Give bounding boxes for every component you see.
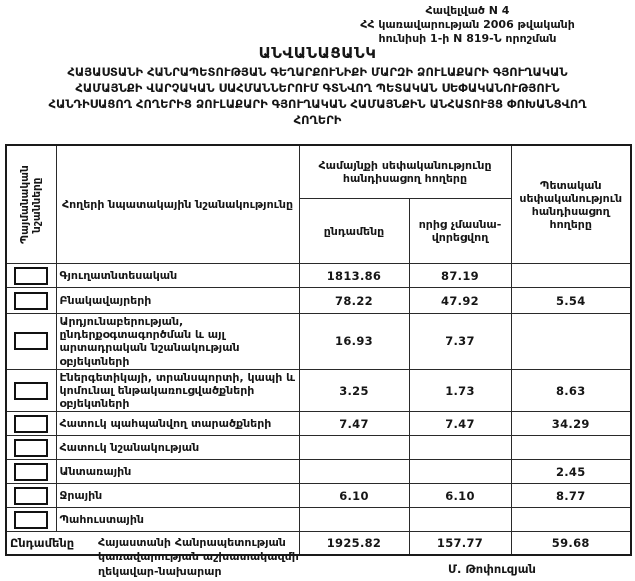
- column-header-state: Պետական սեփականություն հանդիսացող հողերը: [511, 145, 631, 264]
- row-label: Էներգետիկայի, տրանսպորտի, կապի և կոմունալ ենթակառուցվածքների օբյեկտների: [56, 369, 299, 412]
- row-state: 34.29: [511, 412, 631, 436]
- row-total: [299, 436, 409, 460]
- row-total: 1813.86: [299, 264, 409, 288]
- row-non-privatized: 7.37: [409, 314, 511, 370]
- signatory-title-block: [98, 536, 299, 579]
- table-row: [6, 412, 631, 436]
- row-state: 8.77: [511, 484, 631, 508]
- legend-box-icon: [14, 292, 48, 310]
- row-total: 3.25: [299, 369, 409, 412]
- legend-box-icon: [14, 487, 48, 505]
- legend-symbol-cell: [6, 412, 56, 436]
- legend-box-icon: [14, 511, 48, 529]
- row-non-privatized: 7.47: [409, 412, 511, 436]
- legend-symbol-cell: [6, 369, 56, 412]
- row-non-privatized: 6.10: [409, 484, 511, 508]
- legend-box-icon: [14, 439, 48, 457]
- legend-box-icon: [14, 332, 48, 350]
- row-non-privatized: 47.92: [409, 288, 511, 314]
- total-row-state: 59.68: [511, 532, 631, 555]
- legend-box-icon: [14, 415, 48, 433]
- table-row: [6, 264, 631, 288]
- row-non-privatized: 1.73: [409, 369, 511, 412]
- appendix-line: ՀՀ կառավարության 2006 թվականի: [360, 17, 575, 31]
- column-header-non-privatized: որից չմասնա-վորեցվող: [409, 199, 511, 264]
- title-heading: ԱՆՎԱՆԱՑԱՆԿ: [258, 44, 377, 62]
- row-non-privatized: [409, 460, 511, 484]
- legend-symbol-cell: [6, 484, 56, 508]
- appendix-reference: [305, 4, 630, 45]
- title-line: ՀԱՄԱՅՆՔԻ ՎԱՐՉԱԿԱՆ ՍԱՀՄԱՆՆԵՐՈՒՄ ԳՏՆՎՈՂ ՊԵՏԱԿԱՆ ՍԵՓԱԿԱՆՈՒԹՅՈՒՆ: [75, 81, 560, 96]
- appendix-line: Հավելված N 4: [425, 4, 510, 17]
- row-label: Պահուստային: [56, 508, 299, 532]
- table-row: [6, 314, 631, 370]
- total-row-label: Ընդամենը: [6, 532, 299, 555]
- row-state: [511, 436, 631, 460]
- row-total: [299, 508, 409, 532]
- table-row: [6, 369, 631, 412]
- row-state: 2.45: [511, 460, 631, 484]
- row-label: Հատուկ պահպանվող տարածքների: [56, 412, 299, 436]
- legend-symbol-cell: [6, 508, 56, 532]
- legend-box-icon: [14, 463, 48, 481]
- legend-box-icon: [14, 267, 48, 285]
- land-table: [5, 144, 632, 556]
- row-state: 5.54: [511, 288, 631, 314]
- row-total: 6.10: [299, 484, 409, 508]
- row-label: Արդյունաբերության, ընդերքօգտագործման և այլ արտադրական նշանակության օբյեկտների: [56, 314, 299, 370]
- title-line: ՀԱՅԱՍՏԱՆԻ ՀԱՆՐԱՊԵՏՈՒԹՅԱՆ ԳԵՂԱՐՔՈՒՆԻՔԻ ՄԱՐԶԻ ՁՈՒԼԱՔԱՐԻ ԳՅՈՒՂԱԿԱՆ: [67, 65, 568, 79]
- document-title: [0, 44, 635, 128]
- row-label: Գյուղատնտեսական: [56, 264, 299, 288]
- row-total: [299, 460, 409, 484]
- row-state: [511, 264, 631, 288]
- appendix-line: հունիսի 1-ի N 819-Ն որոշման: [378, 31, 557, 45]
- signatory-line: Հայաստանի Հանրապետության: [98, 536, 286, 549]
- table-row: [6, 288, 631, 314]
- row-total: 16.93: [299, 314, 409, 370]
- row-label: Հատուկ նշանակության: [56, 436, 299, 460]
- legend-symbol-cell: [6, 436, 56, 460]
- column-group-community: Համայնքի սեփականությունը հանդիսացող հողերը: [299, 145, 511, 199]
- total-row-total: 1925.82: [299, 532, 409, 555]
- row-label: Ջրային: [56, 484, 299, 508]
- row-label: Անտառային: [56, 460, 299, 484]
- row-state: [511, 508, 631, 532]
- legend-symbol-cell: [6, 264, 56, 288]
- column-header-symbols-label: Պայմանական նշանները: [19, 165, 44, 244]
- table-row: [6, 508, 631, 532]
- signatory-line: կառավարության աշխատակազմի: [98, 550, 299, 564]
- legend-box-icon: [14, 382, 48, 400]
- row-state: [511, 314, 631, 370]
- row-state: 8.63: [511, 369, 631, 412]
- title-line: ՀԱՆԴԻՍԱՑՈՂ ՀՈՂԵՐԻՑ ՁՈՒԼԱՔԱՐԻ ԳՅՈՒՂԱԿԱՆ ՀԱՄԱՅՆՔԻՆ ԱՆՀԱՏՈՒՅՑ ՓՈԽԱՆՑՎՈՂ: [48, 97, 587, 112]
- table-row: [6, 484, 631, 508]
- table-row: [6, 436, 631, 460]
- column-header-total: ընդամենը: [299, 199, 409, 264]
- table-row: [6, 460, 631, 484]
- legend-symbol-cell: [6, 314, 56, 370]
- column-header-symbols: [6, 145, 56, 264]
- row-non-privatized: [409, 508, 511, 532]
- row-label: Բնակավայրերի: [56, 288, 299, 314]
- title-line: ՀՈՂԵՐԻ: [293, 113, 342, 128]
- total-row-non-privatized: 157.77: [409, 532, 511, 555]
- legend-symbol-cell: [6, 460, 56, 484]
- row-total: 78.22: [299, 288, 409, 314]
- signature-name: Մ. Թոփուզյան: [448, 562, 536, 576]
- signatory-line: ղեկավար-նախարար: [98, 564, 222, 578]
- legend-symbol-cell: [6, 288, 56, 314]
- column-header-designation: Հողերի նպատակային նշանակությունը: [56, 145, 299, 264]
- row-non-privatized: 87.19: [409, 264, 511, 288]
- row-total: 7.47: [299, 412, 409, 436]
- row-non-privatized: [409, 436, 511, 460]
